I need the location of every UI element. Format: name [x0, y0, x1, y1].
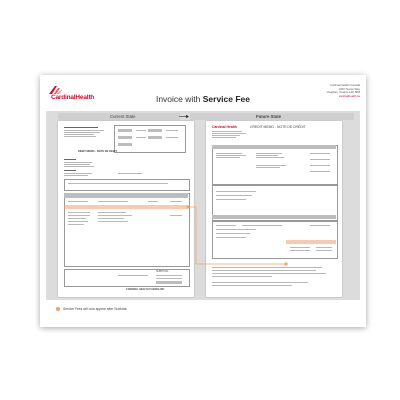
right-service-fee-row	[286, 240, 336, 244]
left-subtotal-label: SUBTOTAL	[156, 270, 169, 273]
current-state-label: Current State	[110, 114, 136, 119]
page-title	[40, 94, 366, 104]
address-line-1: Cardinal Health Canada	[330, 83, 360, 87]
logo-wordmark: CardinalHealth	[51, 94, 95, 101]
title-bold: Service Fee	[202, 94, 251, 104]
future-state-invoice	[206, 121, 342, 297]
address-link[interactable]: cardinalhealth.ca	[338, 93, 360, 98]
footnote	[56, 307, 127, 311]
current-state-invoice	[58, 121, 194, 297]
right-doc-logo: Cardinal Health	[212, 125, 237, 129]
footnote-marker-icon	[56, 307, 60, 311]
left-doc-heading: DEBIT MEMO - NOTE DE DEBIT	[78, 150, 117, 153]
arrow-right-icon	[179, 114, 189, 119]
left-doc-footer: CARDINAL HEALTH CANADA INC	[126, 288, 165, 291]
future-state-label: Future State	[256, 114, 282, 119]
address-line-3: Vaughan, Ontario L4K 5R8	[326, 90, 360, 95]
footnote-text: Service Fees will now appear after Subtotal.	[63, 307, 128, 311]
right-doc-heading: CREDIT MEMO - NOTE DE CRÉDIT	[250, 125, 306, 129]
company-address	[327, 84, 360, 98]
address-line-2: 1000 Tesma Way	[338, 86, 360, 91]
left-terms-box	[64, 179, 190, 191]
title-prefix: Invoice with	[155, 94, 203, 104]
left-service-fee-row	[64, 205, 188, 209]
invoice-comparison-sheet	[40, 75, 366, 327]
